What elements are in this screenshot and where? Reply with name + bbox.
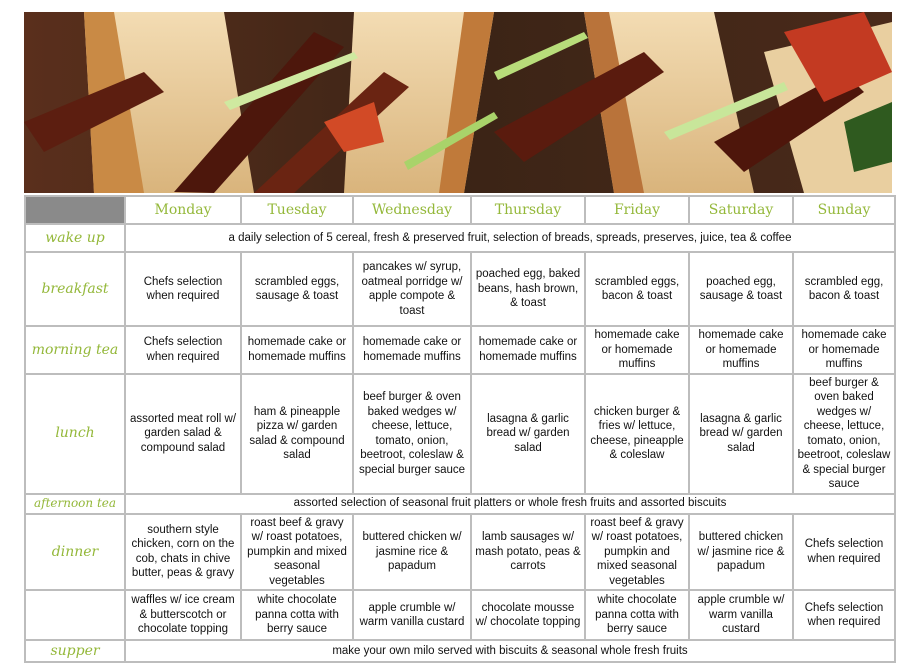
meal-cell: waffles w/ ice cream & butterscotch or chocolate topping <box>125 590 241 640</box>
meal-cell: homemade cake or homemade muffins <box>471 326 585 374</box>
supper-row <box>25 640 895 662</box>
meal-cell: buttered chicken w/ jasmine rice & papadum <box>353 514 471 591</box>
row-label: wake up <box>25 224 125 252</box>
meal-cell: apple crumble w/ warm vanilla custard <box>353 590 471 640</box>
breakfast-row <box>25 252 895 326</box>
meal-cell: chocolate mousse w/ chocolate topping <box>471 590 585 640</box>
afternoon-tea-row <box>25 494 895 514</box>
meal-cell: homemade cake or homemade muffins <box>353 326 471 374</box>
day-header: Saturday <box>689 196 793 224</box>
day-header: Wednesday <box>353 196 471 224</box>
morning-tea-row <box>25 326 895 374</box>
day-header: Monday <box>125 196 241 224</box>
day-header-row <box>25 196 895 224</box>
meal-cell: ham & pineapple pizza w/ garden salad & compound salad <box>241 374 353 494</box>
day-header: Friday <box>585 196 689 224</box>
meal-cell: lasagna & garlic bread w/ garden salad <box>471 374 585 494</box>
row-label: supper <box>25 640 125 662</box>
weekly-menu-table <box>24 195 896 663</box>
meal-cell: homemade cake or homemade muffins <box>689 326 793 374</box>
row-label: lunch <box>25 374 125 494</box>
meal-cell: beef burger & oven baked wedges w/ cheese, lettuce, tomato, onion, beetroot, coleslaw & special burger sauce <box>353 374 471 494</box>
meal-cell: lasagna & garlic bread w/ garden salad <box>689 374 793 494</box>
corner-cell <box>25 196 125 224</box>
row-label: dinner <box>25 514 125 591</box>
meal-cell: Chefs selection when required <box>793 514 895 591</box>
row-label <box>25 590 125 640</box>
meal-cell: a daily selection of 5 cereal, fresh & preserved fruit, selection of breads, spreads, preserves, juice, tea & coffee <box>125 224 895 252</box>
meal-cell: apple crumble w/ warm vanilla custard <box>689 590 793 640</box>
meal-cell: southern style chicken, corn on the cob, chats in chive butter, peas & gravy <box>125 514 241 591</box>
lunch-row <box>25 374 895 494</box>
meal-cell: roast beef & gravy w/ roast potatoes, pumpkin and mixed seasonal vegetables <box>241 514 353 591</box>
day-header: Tuesday <box>241 196 353 224</box>
meal-cell: scrambled eggs, bacon & toast <box>585 252 689 326</box>
meal-cell: pancakes w/ syrup, oatmeal porridge w/ apple compote & toast <box>353 252 471 326</box>
meal-cell: scrambled egg, bacon & toast <box>793 252 895 326</box>
sandwich-photo-illustration <box>24 12 892 193</box>
meal-cell: buttered chicken w/ jasmine rice & papadum <box>689 514 793 591</box>
meal-cell: white chocolate panna cotta with berry sauce <box>241 590 353 640</box>
meal-cell: Chefs selection when required <box>125 252 241 326</box>
row-label: breakfast <box>25 252 125 326</box>
meal-cell: homemade cake or homemade muffins <box>585 326 689 374</box>
meal-cell: homemade cake or homemade muffins <box>241 326 353 374</box>
meal-cell: poached egg, baked beans, hash brown, & toast <box>471 252 585 326</box>
day-header: Thursday <box>471 196 585 224</box>
meal-cell: white chocolate panna cotta with berry sauce <box>585 590 689 640</box>
meal-cell: assorted meat roll w/ garden salad & compound salad <box>125 374 241 494</box>
dessert-row <box>25 590 895 640</box>
meal-cell: Chefs selection when required <box>793 590 895 640</box>
meal-cell: make your own milo served with biscuits & seasonal whole fresh fruits <box>125 640 895 662</box>
meal-cell: chicken burger & fries w/ lettuce, cheese, pineapple & coleslaw <box>585 374 689 494</box>
meal-cell: roast beef & gravy w/ roast potatoes, pumpkin and mixed seasonal vegetables <box>585 514 689 591</box>
meal-cell: poached egg, sausage & toast <box>689 252 793 326</box>
day-header: Sunday <box>793 196 895 224</box>
meal-cell: assorted selection of seasonal fruit platters or whole fresh fruits and assorted biscuits <box>125 494 895 514</box>
meal-cell: Chefs selection when required <box>125 326 241 374</box>
hero-food-photo <box>24 12 892 193</box>
dinner-row <box>25 514 895 591</box>
row-label: afternoon tea <box>25 494 125 514</box>
wake-up-row <box>25 224 895 252</box>
row-label: morning tea <box>25 326 125 374</box>
meal-cell: lamb sausages w/ mash potato, peas & carrots <box>471 514 585 591</box>
meal-cell: beef burger & oven baked wedges w/ cheese, lettuce, tomato, onion, beetroot, coleslaw & special burger sauce <box>793 374 895 494</box>
meal-cell: homemade cake or homemade muffins <box>793 326 895 374</box>
meal-cell: scrambled eggs, sausage & toast <box>241 252 353 326</box>
